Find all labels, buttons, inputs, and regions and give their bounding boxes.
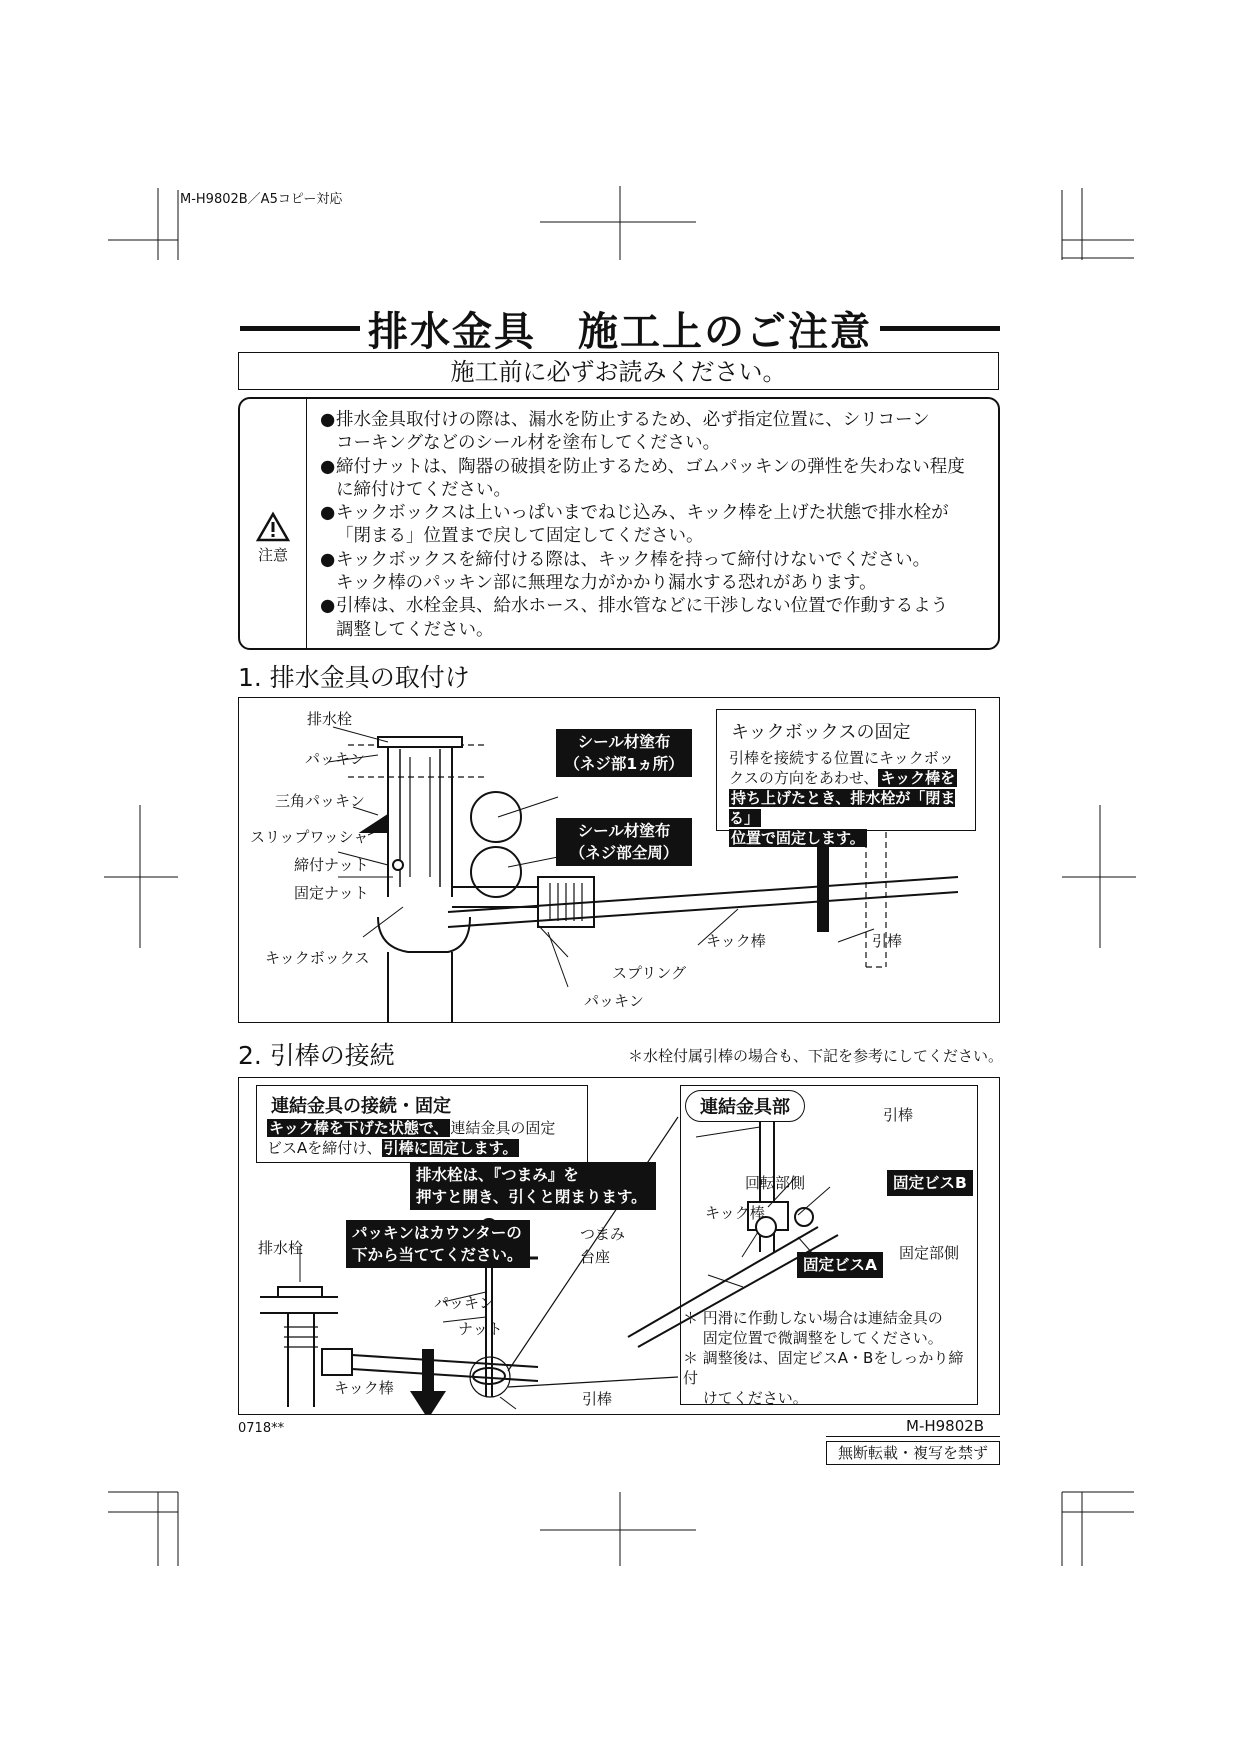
label-spring: スプリング: [612, 964, 687, 982]
label-slip-washer: スリップワッシャ: [250, 828, 369, 846]
label-kick-rod-2: キック棒: [334, 1379, 394, 1397]
label-tighten-nut: 締付ナット: [294, 856, 369, 874]
label-tri-packing: 三角パッキン: [275, 792, 365, 810]
label-packing: パッキン: [305, 750, 365, 768]
detail-label-pull-rod: 引棒: [883, 1106, 914, 1124]
callout-packing-placement: パッキンはカウンターの 下から当ててください。: [346, 1220, 530, 1268]
detail-label-fixed-side: 固定部側: [899, 1244, 960, 1262]
label-nut: ナット: [458, 1320, 503, 1338]
label-drain-plug: 排水栓: [307, 710, 353, 728]
connector-fixing-box: [256, 1085, 588, 1163]
document-id: M-H9802B／A5コピー対応: [180, 192, 343, 207]
kickbox-fixing-text: 引棒を接続する位置にキックボッ クスの方向をあわせ、 キック棒を 持ち上げたとき、排水栓が「閉まる」 位置で固定します。: [729, 749, 956, 847]
detail-label-kick-rod: キック棒: [705, 1204, 765, 1222]
label-fix-nut: 固定ナット: [294, 884, 369, 902]
callout-seal-one-place: シール材塗布 （ネジ部1ヵ所）: [556, 729, 692, 777]
page-title: 排水金具 施工上のご注意: [368, 309, 872, 355]
footer-rule: [826, 1436, 1000, 1437]
detail-label-screw-b: 固定ビスB: [887, 1170, 973, 1196]
detail-label-rotating-side: 回転部側: [745, 1174, 806, 1192]
connector-detail-title: 連結金具部: [685, 1090, 805, 1122]
section2-note: ＊水栓付属引棒の場合も、下記を参考にしてください。: [628, 1047, 1004, 1065]
kickbox-fixing-title: キックボックスの固定: [731, 722, 911, 743]
label-pull-rod-2: 引棒: [582, 1390, 613, 1408]
connector-detail-panel: [680, 1085, 978, 1405]
label-packing-kick: パッキン: [584, 992, 644, 1010]
caution-note: ● 排水金具取付けの際は、漏水を防止するため、必ず指定位置に、シリコーン コーキングなどのシール材を塗布してください。: [320, 409, 986, 456]
caution-label: 注意: [257, 546, 288, 564]
copyright-notice: 無断転載・複写を禁ず: [826, 1441, 1000, 1465]
caution-note: ● キックボックスを締付ける際は、キック棒を持って締付けないでください。 キック棒のパッキン部に無理な力がかかり漏水する恐れがあります。: [320, 549, 986, 596]
callout-knob-operation: 排水栓は、『つまみ』を 押すと開き、引くと閉まります。: [410, 1162, 656, 1210]
connector-detail-notes: ＊ 円滑に作動しない場合は連結金具の 固定位置で微調整をしてください。 ＊ 調整後は、固定ビスA・Bをしっかり締付 けてください。: [683, 1309, 964, 1407]
connector-fixing-title: 連結金具の接続・固定: [271, 1096, 451, 1117]
caution-notes: [320, 409, 986, 642]
caution-note: ● キックボックスは上いっぱいまでねじ込み、キック棒を上げた状態で排水栓が 「閉まる」位置まで戻して固定してください。: [320, 502, 986, 549]
model-number: M-H9802B: [906, 1417, 985, 1435]
label-drain-plug-2: 排水栓: [258, 1239, 304, 1257]
label-base: 台座: [580, 1248, 611, 1266]
section2-title: 2. 引棒の接続: [238, 1041, 395, 1070]
title-block: [240, 300, 1000, 356]
label-kick-rod: キック棒: [706, 932, 766, 950]
caution-note: ● 締付ナットは、陶器の破損を防止するため、ゴムパッキンの弾性を失わない程度 に締付けてください。: [320, 456, 986, 503]
callout-seal-full-thread: シール材塗布 （ネジ部全周）: [556, 818, 692, 866]
section1-title: 1. 排水金具の取付け: [238, 663, 470, 692]
label-kick-box: キックボックス: [265, 949, 370, 967]
kickbox-fixing-box: [716, 709, 976, 847]
subtitle-banner: 施工前に必ずお読みください。: [238, 352, 999, 390]
print-code: 0718**: [238, 1421, 285, 1436]
label-knob: つまみ: [580, 1225, 626, 1243]
connector-fixing-text: キック棒を下げた状態で、 連結金具の固定 ビスAを締付け、 引棒に固定します。: [267, 1119, 556, 1157]
warning-icon: [256, 511, 290, 543]
label-packing-2: パッキン: [434, 1294, 494, 1312]
caution-icon-column: [240, 399, 307, 648]
label-pull-rod: 引棒: [872, 932, 903, 950]
detail-label-screw-a: 固定ビスA: [797, 1252, 883, 1278]
caution-box: [238, 397, 1000, 650]
caution-note: ● 引棒は、水栓金具、給水ホース、排水管などに干渉しない位置で作動するよう 調整してください。: [320, 595, 986, 642]
